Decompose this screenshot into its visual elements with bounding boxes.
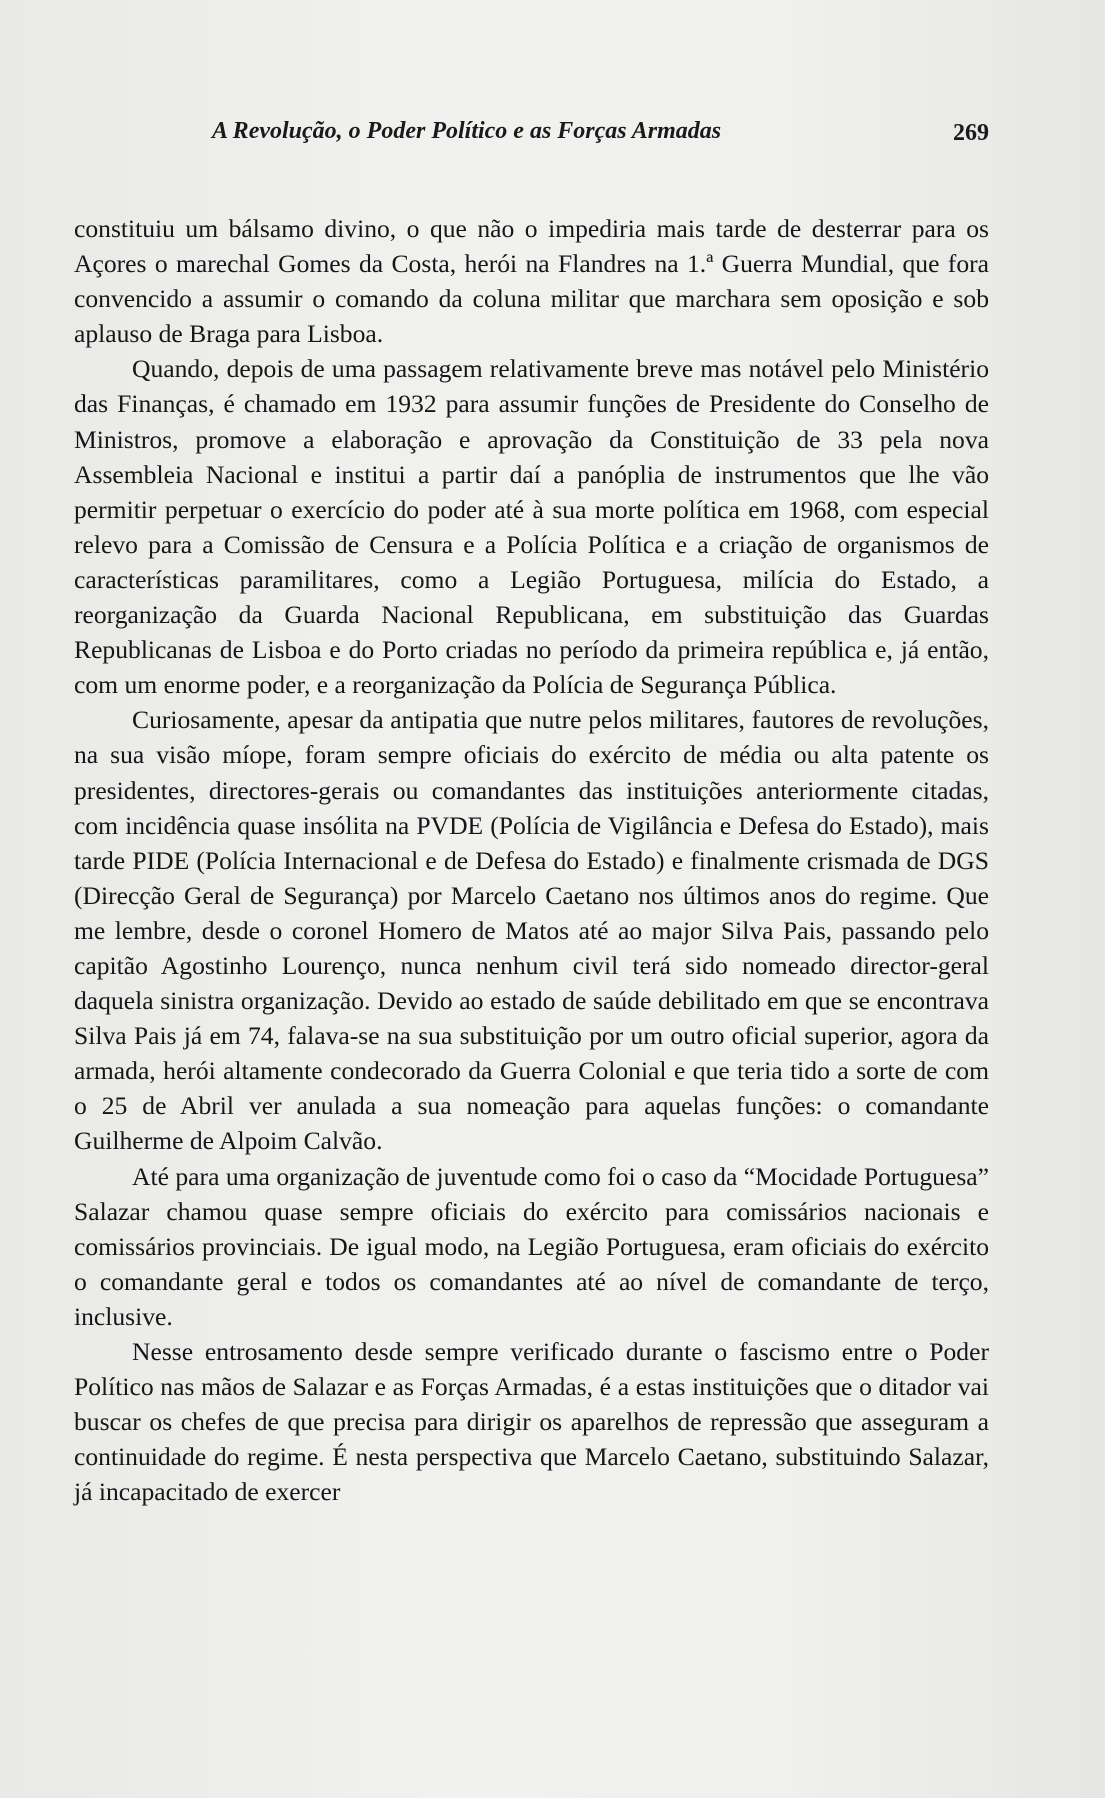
body-text xyxy=(74,211,989,1509)
running-title: A Revolução, o Poder Político e as Forças Armadas xyxy=(212,118,722,144)
page-header xyxy=(74,118,989,154)
paragraph: Nesse entrosamento desde sempre verificado durante o fascismo entre o Poder Político nas mãos de Salazar e as Forças Armadas, é a estas instituições que o ditador vai buscar os chefes de que precisa para dirigir os aparelhos de repressão que asseguram a continuidade do regime. É nesta perspectiva que Marcelo Caetano, substituindo Salazar, já incapacitado de exercer xyxy=(74,1337,989,1507)
paragraph: Até para uma organização de juventude como foi o caso da “Mocidade Portuguesa” Salazar chamou quase sempre oficiais do exército para comissários nacionais e comissários provinciais. De igual modo, na Legião Portuguesa, eram oficiais do exército o comandante geral e todos os comandantes até ao nível de comandante de terço, inclusive. xyxy=(74,1161,989,1331)
page-number: 269 xyxy=(953,120,989,146)
paragraph: Quando, depois de uma passagem relativamente breve mas notável pelo Ministério das Finanças, é chamado em 1932 para assumir funções de Presidente do Conselho de Ministros, promove a elaboração e aprovação da Constituição de 33 pela nova Assembleia Nacional e institui a partir daí a panóplia de instrumentos que lhe vão permitir perpetuar o exercício do poder até à sua morte política em 1968, com especial relevo para a Comissão de Censura e a Polícia Política e a criação de organismos de características paramilitares, como a Legião Portuguesa, milícia do Estado, a reorganização da Guarda Nacional Republicana, em substituição das Guardas Republicanas de Lisboa e do Porto criadas no período da primeira república e, já então, com um enorme poder, e a reorganização da Polícia de Segurança Pública. xyxy=(74,354,989,700)
paragraph: Curiosamente, apesar da antipatia que nutre pelos militares, fautores de revoluções, na sua visão míope, foram sempre oficiais do exército de média ou alta patente os presidentes, directores-gerais ou comandantes das instituições anteriormente citadas, com incidência quase insólita na PVDE (Polícia de Vigilância e Defesa do Estado), mais tarde PIDE (Polícia Internacional e de Defesa do Estado) e finalmente crismada de DGS (Direcção Geral de Segurança) por Marcelo Caetano nos últimos anos do regime. Que me lembre, desde o coronel Homero de Matos até ao major Silva Pais, passando pelo capitão Agostinho Lourenço, nunca nenhum civil terá sido nomeado director-geral daquela sinistra organização. Devido ao estado de saúde debilitado em que se encontrava Silva Pais já em 74, falava-se na sua substituição por um outro oficial superior, agora da armada, herói altamente condecorado da Guerra Colonial e que teria tido a sorte de com o 25 de Abril ver anulada a sua nomeação para aquelas funções: o comandante Guilherme de Alpoim Calvão. xyxy=(74,705,989,1156)
paragraph-continuation: constituiu um bálsamo divino, o que não o impediria mais tarde de desterrar para os Açores o marechal Gomes da Costa, herói na Flandres na 1.ª Guerra Mundial, que fora convencido a assumir o comando da coluna militar que marchara sem oposição e sob aplauso de Braga para Lisboa. xyxy=(74,214,989,349)
